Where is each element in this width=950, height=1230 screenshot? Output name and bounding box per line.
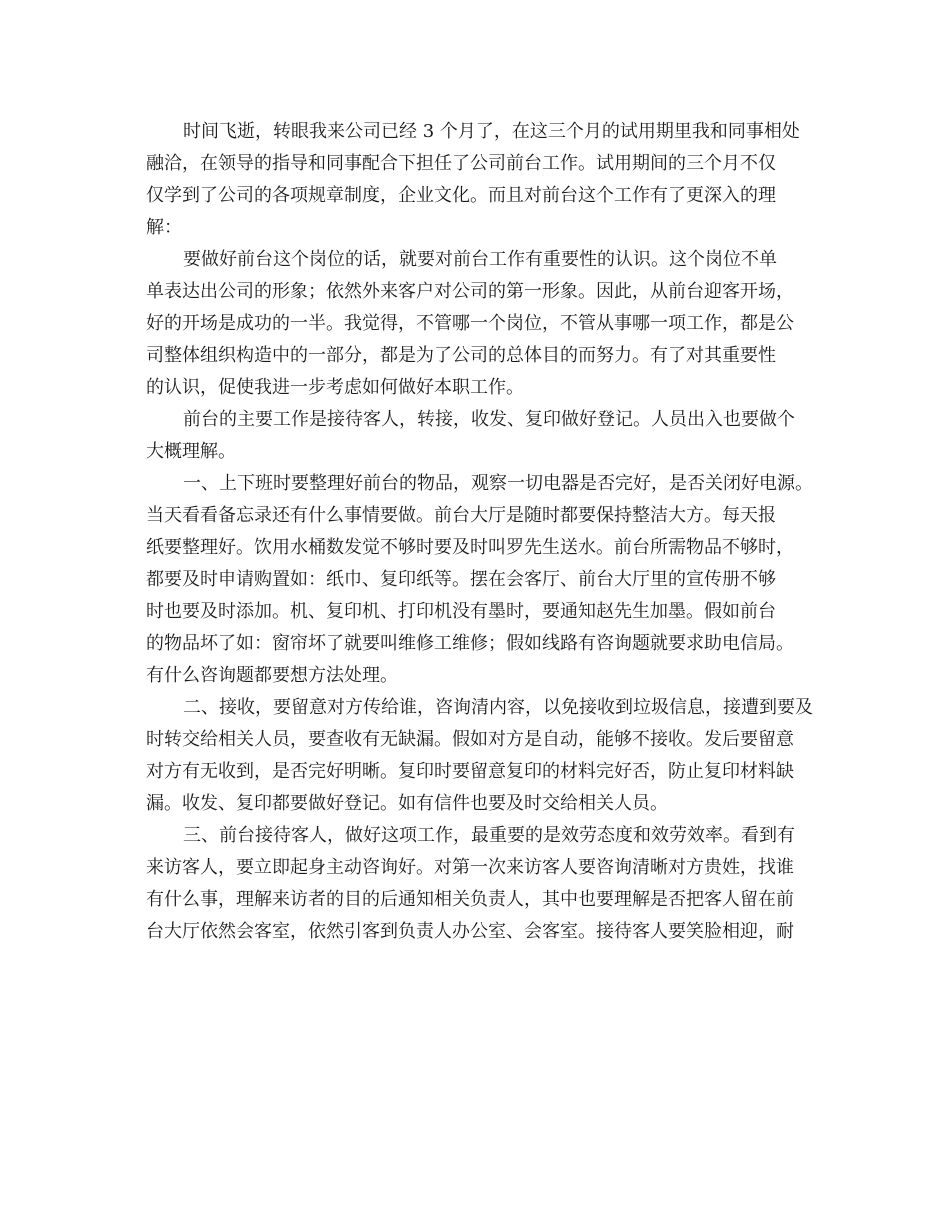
text-line: 的认识，促使我进一步考虑如何做好本职工作。 [146, 377, 524, 398]
text-line: 有什么事，理解来访者的目的后通知相关负责人，其中也要理解是否把客人留在前 [146, 889, 794, 910]
text-line: 大概理解。 [146, 441, 236, 462]
text-line: 二、接收，要留意对方传给谁，咨询清内容，以免接收到垃圾信息，接遭到要及 [183, 697, 813, 718]
text-line: 司整体组织构造中的一部分，都是为了公司的总体目的而努力。有了对其重要性 [146, 345, 776, 366]
text-line: 单表达出公司的形象；依然外来客户对公司的第一形象。因此，从前台迎客开场， [146, 281, 794, 302]
text-line: 当天看看备忘录还有什么事情要做。前台大厅是随时都要保持整洁大方。每天报 [146, 505, 776, 526]
text-line: 前台的主要工作是接待客人，转接，收发、复印做好登记。人员出入也要做个 [183, 409, 795, 430]
text-line: 都要及时申请购置如：纸巾、复印纸等。摆在会客厅、前台大厅里的宣传册不够 [146, 569, 776, 590]
text-line: 纸要整理好。饮用水桶数发觉不够时要及时叫罗先生送水。前台所需物品不够时， [146, 537, 794, 558]
text-line: 三、前台接待客人，做好这项工作，最重要的是效劳态度和效劳效率。看到有 [183, 825, 795, 846]
text-line: 对方有无收到，是否完好明晰。复印时要留意复印的材料完好否，防止复印材料缺 [146, 761, 794, 782]
text-line: 好的开场是成功的一半。我觉得，不管哪一个岗位，不管从事哪一项工作，都是公 [146, 313, 794, 334]
document-body [146, 116, 813, 948]
text-line: 时间飞逝，转眼我来公司已经 3 个月了，在这三个月的试用期里我和同事相处 [183, 121, 800, 142]
text-line: 要做好前台这个岗位的话，就要对前台工作有重要性的认识。这个岗位不单 [183, 249, 777, 270]
text-line: 漏。收发、复印都要做好登记。如有信件也要及时交给相关人员。 [146, 793, 668, 814]
text-line: 来访客人，要立即起身主动咨询好。对第一次来访客人要咨询清晰对方贵姓，找谁 [146, 857, 794, 878]
text-line: 有什么咨询题都要想方法处理。 [146, 665, 398, 686]
text-line: 的物品坏了如：窗帘坏了就要叫维修工维修；假如线路有咨询题就要求助电信局。 [146, 633, 794, 654]
text-line: 解： [146, 217, 182, 238]
text-line: 时转交给相关人员，要查收有无缺漏。假如对方是自动，能够不接收。发后要留意 [146, 729, 794, 750]
text-line: 仅学到了公司的各项规章制度，企业文化。而且对前台这个工作有了更深入的理 [146, 185, 776, 206]
text-line: 融洽，在领导的指导和同事配合下担任了公司前台工作。试用期间的三个月不仅 [146, 153, 776, 174]
text-line: 台大厅依然会客室，依然引客到负责人办公室、会客室。接待客人要笑脸相迎，耐 [146, 921, 794, 942]
text-line: 时也要及时添加。机、复印机、打印机没有墨时，要通知赵先生加墨。假如前台 [146, 601, 776, 622]
text-line: 一、上下班时要整理好前台的物品，观察一切电器是否完好，是否关闭好电源。 [183, 473, 813, 494]
